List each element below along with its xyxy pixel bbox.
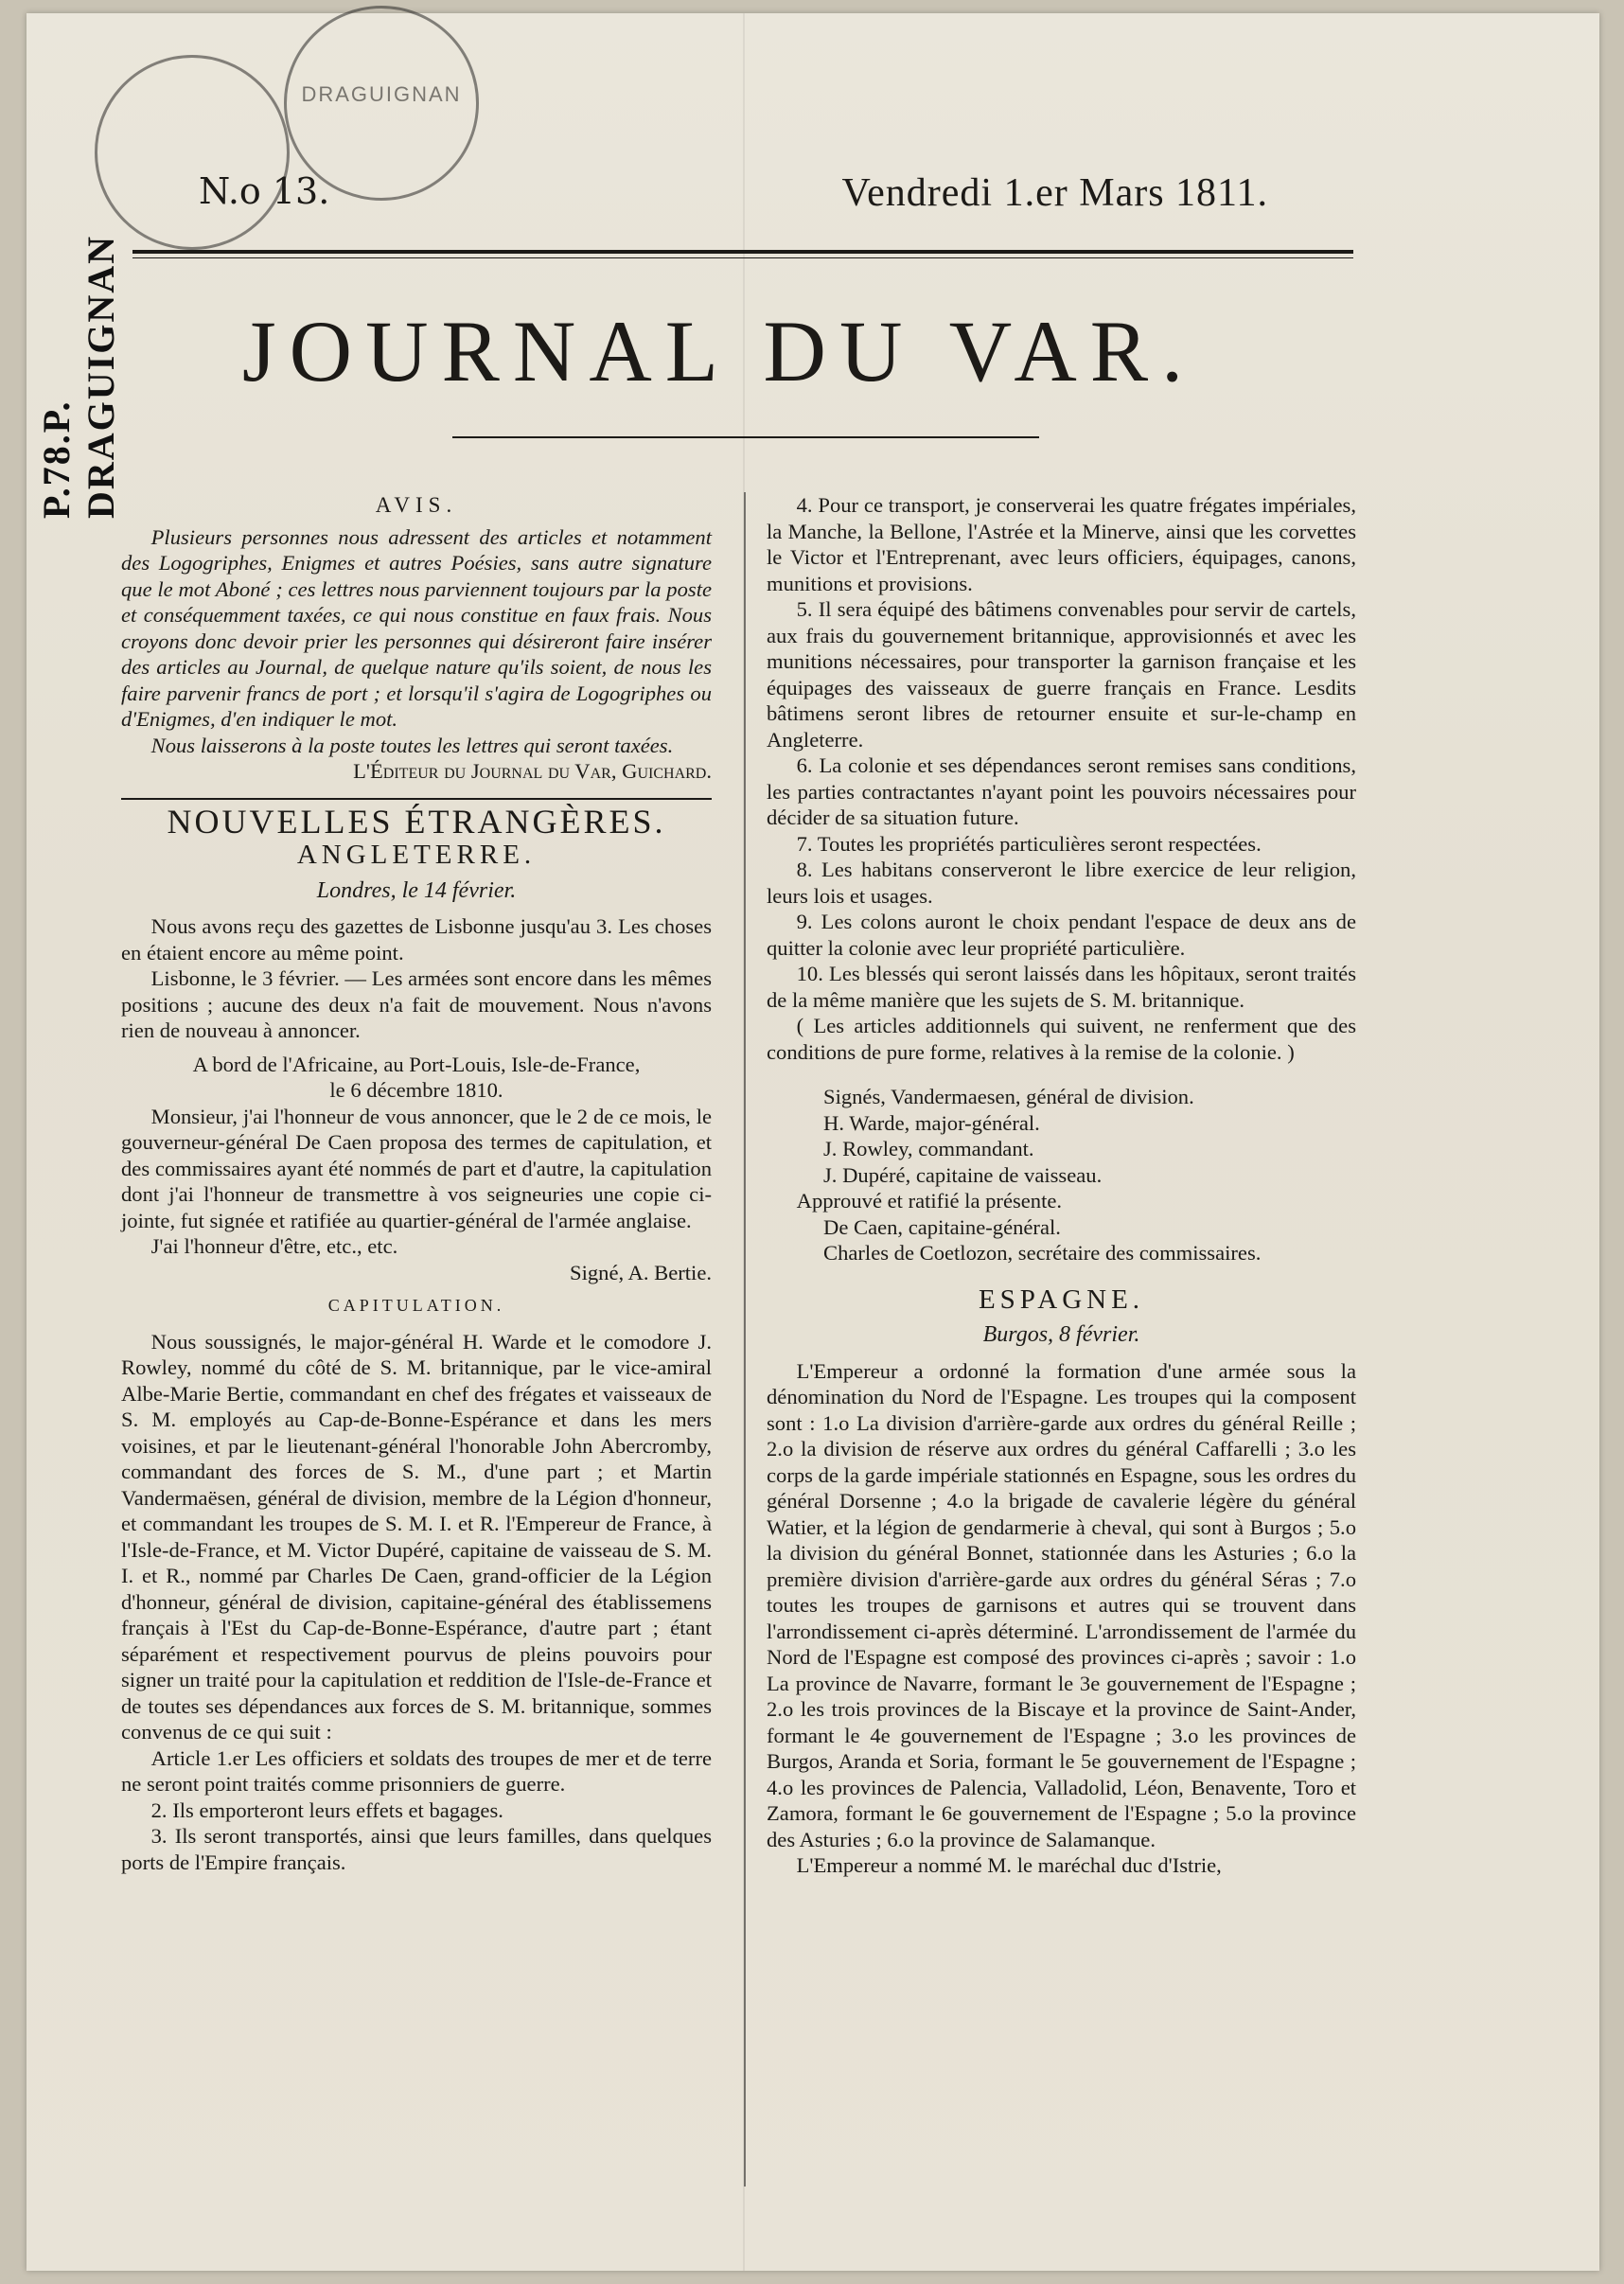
article-paragraph: Article 1.er Les officiers et soldats des troupes de mer et de terre ne seront point traités comme prisonniers de guerre.	[121, 1745, 712, 1796]
side-postmark: P.78.P. DRAGUIGNAN	[35, 235, 122, 519]
article-paragraph: 5. Il sera équipé des bâtimens convenables pour servir de cartels, aux frais du gouvernement britannique, approvisionnés et avec les munitions nécessaires, pour transporter la garnison française et les équipages des vaisseaux de guerre français en France. Lesdits bâtimens seront libres de retourner ensuite et sur-le-champ en Angleterre.	[767, 597, 1356, 752]
section-rule	[121, 798, 712, 800]
country-heading-espagne: ESPAGNE.	[978, 1284, 1145, 1315]
issue-date: Vendredi 1.er Mars 1811.	[841, 171, 1268, 215]
signatures-block	[767, 1084, 1356, 1188]
article-paragraph: Nous soussignés, le major-général H. Warde et le comodore J. Rowley, nommé du côté de S. M. britannique, par le vice-amiral Albe-Marie Bertie, commandant en chef des frégates et vaisseaux de S. M. employés au Cap-de-Bonne-Espérance et dans les mers voisines, et par le lieutenant-général l'honorable John Abercromby, commandant des forces de S. M., d'une part ; et Martin Vandermaësen, général de division, membre de la Légion d'honneur, et commandant les troupes de S. M. I. et R. l'Empereur de France, à l'Isle-de-France, et M. Victor Dupéré, capitaine de vaisseau de S. M. I. et R., nommé par Charles De Caen, grand-officier de la Légion d'honneur, général de division, capitaine-général des établissemens français à l'Est du Cap-de-Bonne-Espérance, d'autre part ; étant séparément et respectivement pourvus de pleins pouvoirs pour signer un traité pour la capitulation et reddition de l'Isle-de-France et de toutes ses dépendances aux forces de S. M. britannique, sommes convenus de ce qui suit :	[121, 1329, 712, 1744]
signature-line: De Caen, capitaine-général.	[823, 1214, 1061, 1239]
avis-paragraph-2: Nous laisserons à la poste toutes les lettres qui seront taxées.	[150, 733, 674, 757]
dateline-londres: Londres, le 14 février.	[316, 877, 517, 903]
masthead-title: JOURNAL DU VAR.	[241, 303, 1197, 399]
article-paragraph: Lisbonne, le 3 février. — Les armées sont encore dans les mêmes positions ; aucune des deux n'a fait de mouvement. Nous n'avons rien de nouveau à annoncer.	[121, 966, 712, 1042]
article-paragraph: 2. Ils emporteront leurs effets et bagages.	[150, 1797, 503, 1822]
capitulation-title: CAPITULATION.	[327, 1296, 505, 1315]
article-paragraph: L'Empereur a nommé M. le maréchal duc d'Istrie,	[796, 1853, 1222, 1877]
avis-paragraph: Plusieurs personnes nous adressent des articles et notamment des Logogriphes, Enigmes et autres Poésies, sans autre signature que le mot Aboné ; ces lettres nous parviennent toujours par la poste et conséquemment taxées, ce qui nous constitue en faux frais. Nous croyons donc devoir prier les personnes qui désireront faire insérer des articles au Journal, de quelque nature qu'ils soient, de nous les faire parvenir francs de port ; et lorsqu'il s'agira de Logogriphes ou d'Enigmes, d'en indiquer le mot.	[121, 524, 712, 731]
article-paragraph: 6. La colonie et ses dépendances seront remises sans conditions, les parties contractantes n'ayant point les pouvoirs nécessaires pour décider de sa situation future.	[767, 753, 1356, 829]
avis-signature: L'Éditeur du Journal du Var, Guichard.	[353, 759, 712, 783]
article-paragraph: 4. Pour ce transport, je conserverai les quatre frégates impériales, la Manche, la Bellone, l'Astrée et la Minerve, ainsi que les corvettes le Victor et l'Entreprenant, avec leurs officiers, équipages, canons, munitions et provisions.	[767, 493, 1356, 595]
signature-line: J. Dupéré, capitaine de vaisseau.	[823, 1162, 1103, 1187]
letter-heading-line2: le 6 décembre 1810.	[329, 1078, 503, 1102]
country-heading-angleterre: ANGLETERRE.	[296, 840, 537, 870]
article-paragraph: 7. Toutes les propriétés particulières seront respectées.	[796, 831, 1262, 856]
article-paragraph: 9. Les colons auront le choix pendant l'espace de deux ans de quitter la colonie avec leur propriété particulière.	[767, 910, 1356, 960]
article-paragraph: 10. Les blessés qui seront laissés dans les hôpitaux, seront traités de la même manière que les sujets de S. M. britannique.	[767, 962, 1356, 1012]
article-paragraph: 3. Ils seront transportés, ainsi que leurs familles, dans quelques ports de l'Empire français.	[121, 1824, 712, 1874]
article-paragraph: ( Les articles additionnels qui suivent, ne renferment que des conditions de pure forme, relatives à la remise de la colonie. )	[767, 1014, 1356, 1064]
article-paragraph: 8. Les habitans conserveront le libre exercice de leur religion, leurs lois et usages.	[767, 858, 1356, 908]
article-paragraph: Monsieur, j'ai l'honneur de vous annoncer, que le 2 de ce mois, le gouverneur-général De Caen proposa des termes de capitulation, et des commissaires ayant été nommés de part et d'autre, la capitulation dont j'ai l'honneur de transmettre à vos seigneuries une copie ci-jointe, fut signée et ratifiée au quartier-général de l'armée anglaise.	[121, 1104, 712, 1232]
issue-header	[199, 170, 1268, 216]
header-rule-thin	[132, 257, 1353, 258]
approval-line: Approuvé et ratifié la présente.	[796, 1189, 1063, 1213]
signature-line: J. Rowley, commandant.	[823, 1137, 1034, 1160]
letter-heading-line1: A bord de l'Africaine, au Port-Louis, Isle-de-France,	[192, 1052, 641, 1076]
round-stamp-text: DRAGUIGNAN	[301, 82, 462, 106]
ratification-block	[767, 1214, 1356, 1266]
postal-stamp-left	[95, 55, 290, 250]
signature-line: Charles de Coetlozon, secrétaire des commissaires.	[823, 1241, 1262, 1265]
left-column	[121, 492, 712, 1875]
section-title: NOUVELLES ÉTRANGÈRES.	[167, 802, 666, 841]
article-paragraph: L'Empereur a ordonné la formation d'une armée sous la dénomination du Nord de l'Espagne. Les troupes qui la composent sont : 1.o La division d'arrière-garde aux ordres du général Reille ; 2.o la division de réserve aux ordres du général Caffarelli ; 3.o les corps de la garde impériale stationnés en Espagne, sous les ordres du général Dorsenne ; 4.o la brigade de cavalerie légère du général Watier, et la légion de gendarmerie à cheval, qui sont à Burgos ; 5.o la division du général Bonnet, stationnée dans les Asturies ; 6.o la première division d'arrière-garde aux ordres du général Séras ; 7.o toutes les troupes de garnisons et autres qui se trouvent dans l'arrondissement ci-après déterminé. L'arrondissement de l'armée du Nord de l'Espagne est composé des provinces ci-après ; savoir : 1.o La province de Navarre, formant le 3e gouvernement de l'Espagne ; 2.o les trois provinces de la Biscaye et la province de Saint-Ander, formant le 4e gouvernement de l'Espagne ; 3.o les provinces de Burgos, Aranda et Soria, formant le 5e gouvernement de l'Espagne ; 4.o les provinces de Palencia, Valladolid, Léon, Benavente, Toro et Zamora, formant le 6e gouvernement de l'Espagne ; 5.o la province des Asturies ; 6.o la province de Salamanque.	[767, 1358, 1356, 1851]
right-column	[767, 492, 1356, 1879]
signature-line: Signés, Vandermaesen, général de division.	[823, 1085, 1194, 1108]
signature-line: H. Warde, major-général.	[823, 1110, 1040, 1135]
issue-number: N.o 13.	[199, 170, 330, 212]
column-divider	[744, 492, 746, 2187]
header-rule-thick	[132, 250, 1353, 254]
dateline-burgos: Burgos, 8 février.	[982, 1322, 1140, 1347]
letter-signature: Signé, A. Bertie.	[570, 1260, 712, 1284]
article-paragraph: Nous avons reçu des gazettes de Lisbonne jusqu'au 3. Les choses en étaient encore au même point.	[121, 914, 712, 965]
avis-title: AVIS.	[375, 493, 458, 517]
article-paragraph: J'ai l'honneur d'être, etc., etc.	[150, 1234, 398, 1258]
masthead-rule	[452, 436, 1039, 438]
